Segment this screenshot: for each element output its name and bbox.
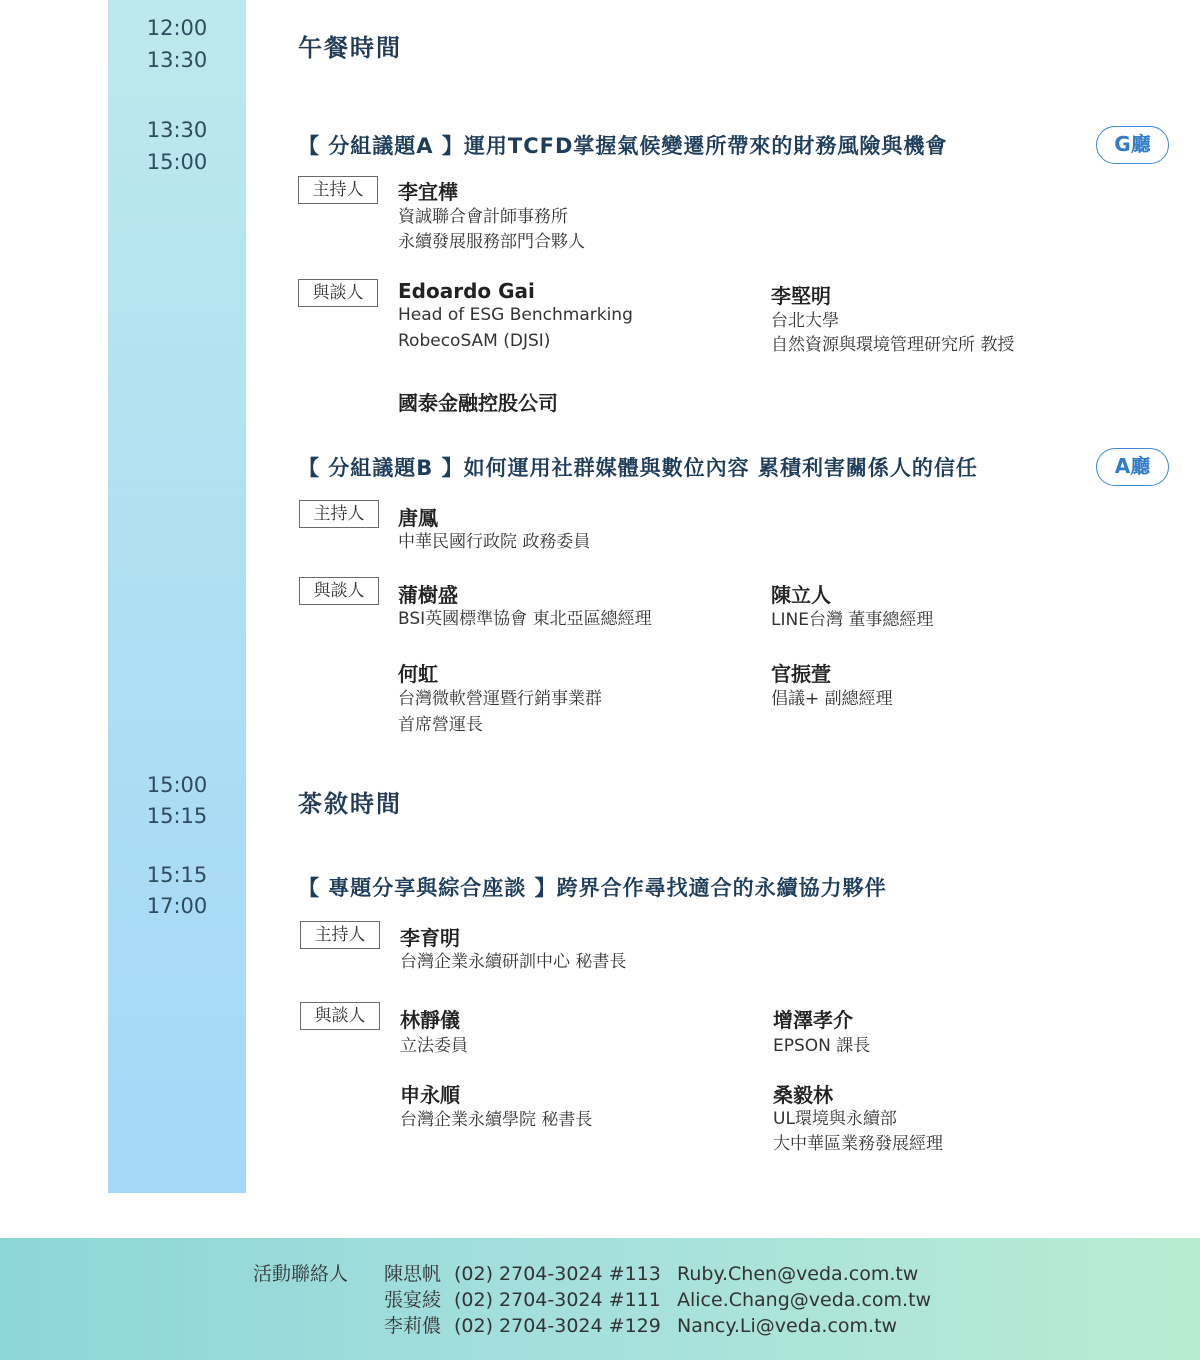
- host-title: 永續發展服務部門合夥人: [398, 232, 585, 252]
- host-label: 主持人: [298, 176, 378, 204]
- contact-email[interactable]: Nancy.Li@veda.com.tw: [677, 1315, 898, 1337]
- panelist-title: 首席營運長: [398, 715, 483, 735]
- session-a-hall-badge: G廳: [1096, 126, 1169, 164]
- contact-phone: (02) 2704-3024 #113: [454, 1263, 661, 1285]
- panelist-title: Head of ESG Benchmarking: [398, 305, 633, 325]
- time-end: 15:00: [146, 150, 208, 174]
- panelist-name: 增澤孝介: [773, 1008, 853, 1032]
- panel-label: 與談人: [298, 279, 378, 307]
- contact-name: 陳思帆: [384, 1263, 442, 1285]
- contact-phone: (02) 2704-3024 #111: [454, 1289, 661, 1311]
- lunch-title: 午餐時間: [298, 33, 402, 62]
- panelist-title: BSI英國標準協會 東北亞區總經理: [398, 609, 652, 629]
- time-start: 12:00: [146, 16, 208, 40]
- panelist-name: 國泰金融控股公司: [398, 391, 558, 415]
- panelist-title: EPSON 課長: [773, 1036, 871, 1056]
- panelist-title: LINE台灣 董事總經理: [771, 610, 934, 630]
- panelist-name: Edoardo Gai: [398, 279, 535, 303]
- time-end: 13:30: [146, 48, 208, 72]
- session-b-hall-badge: A廳: [1096, 448, 1169, 486]
- panelist-name: 申永順: [400, 1083, 460, 1107]
- time-start: 15:15: [146, 863, 208, 887]
- time-column: [108, 0, 246, 1193]
- host-label: 主持人: [300, 921, 380, 949]
- host-name: 李宜樺: [398, 180, 458, 204]
- tea-break-title: 茶敘時間: [298, 789, 402, 818]
- panelist-name: 李堅明: [771, 284, 831, 308]
- panelist-title: 自然資源與環境管理研究所 教授: [771, 335, 1015, 355]
- contact-phone: (02) 2704-3024 #129: [454, 1315, 661, 1337]
- contact-email[interactable]: Ruby.Chen@veda.com.tw: [677, 1263, 919, 1285]
- time-start: 13:30: [146, 118, 208, 142]
- panelist-name: 蒲樹盛: [398, 583, 458, 607]
- panelist-affiliation: 台北大學: [771, 311, 839, 331]
- panelist-affiliation: 台灣微軟營運暨行銷事業群: [398, 689, 602, 709]
- host-name: 李育明: [400, 926, 460, 950]
- contact-name: 張宴綾: [384, 1289, 442, 1311]
- host-affiliation: 資誠聯合會計師事務所: [398, 207, 568, 227]
- panelist-name: 官振萱: [771, 662, 831, 686]
- panelist-name: 何虹: [398, 662, 438, 686]
- panel-label: 與談人: [300, 1002, 380, 1030]
- panelist-affiliation: UL環境與永續部: [773, 1109, 897, 1129]
- time-end: 17:00: [146, 894, 208, 918]
- contact-name: 李莉儂: [384, 1315, 442, 1337]
- panelist-title: 台灣企業永續學院 秘書長: [400, 1110, 593, 1130]
- host-label: 主持人: [299, 500, 379, 528]
- contact-email[interactable]: Alice.Chang@veda.com.tw: [677, 1289, 932, 1311]
- session-a-title: 【 分組議題A 】運用TCFD掌握氣候變遷所帶來的財務風險與機會: [298, 134, 948, 158]
- time-start: 15:00: [146, 773, 208, 797]
- session-c-title: 【 專題分享與綜合座談 】跨界合作尋找適合的永續協力夥伴: [298, 876, 887, 900]
- panelist-title: 立法委員: [400, 1036, 468, 1056]
- panel-label: 與談人: [299, 577, 379, 605]
- session-b-title: 【 分組議題B 】如何運用社群媒體與數位內容 累積利害關係人的信任: [298, 456, 978, 480]
- host-title: 中華民國行政院 政務委員: [398, 532, 591, 552]
- time-end: 15:15: [146, 804, 208, 828]
- panelist-title: 大中華區業務發展經理: [773, 1134, 943, 1154]
- contact-label: 活動聯絡人: [253, 1263, 349, 1285]
- panelist-affiliation: RobecoSAM (DJSI): [398, 331, 551, 351]
- panelist-name: 桑毅林: [773, 1083, 833, 1107]
- panelist-title: 倡議+ 副總經理: [771, 689, 893, 709]
- panelist-name: 陳立人: [771, 583, 831, 607]
- host-title: 台灣企業永續研訓中心 秘書長: [400, 952, 627, 972]
- panelist-name: 林靜儀: [400, 1008, 460, 1032]
- host-name: 唐鳳: [398, 506, 438, 530]
